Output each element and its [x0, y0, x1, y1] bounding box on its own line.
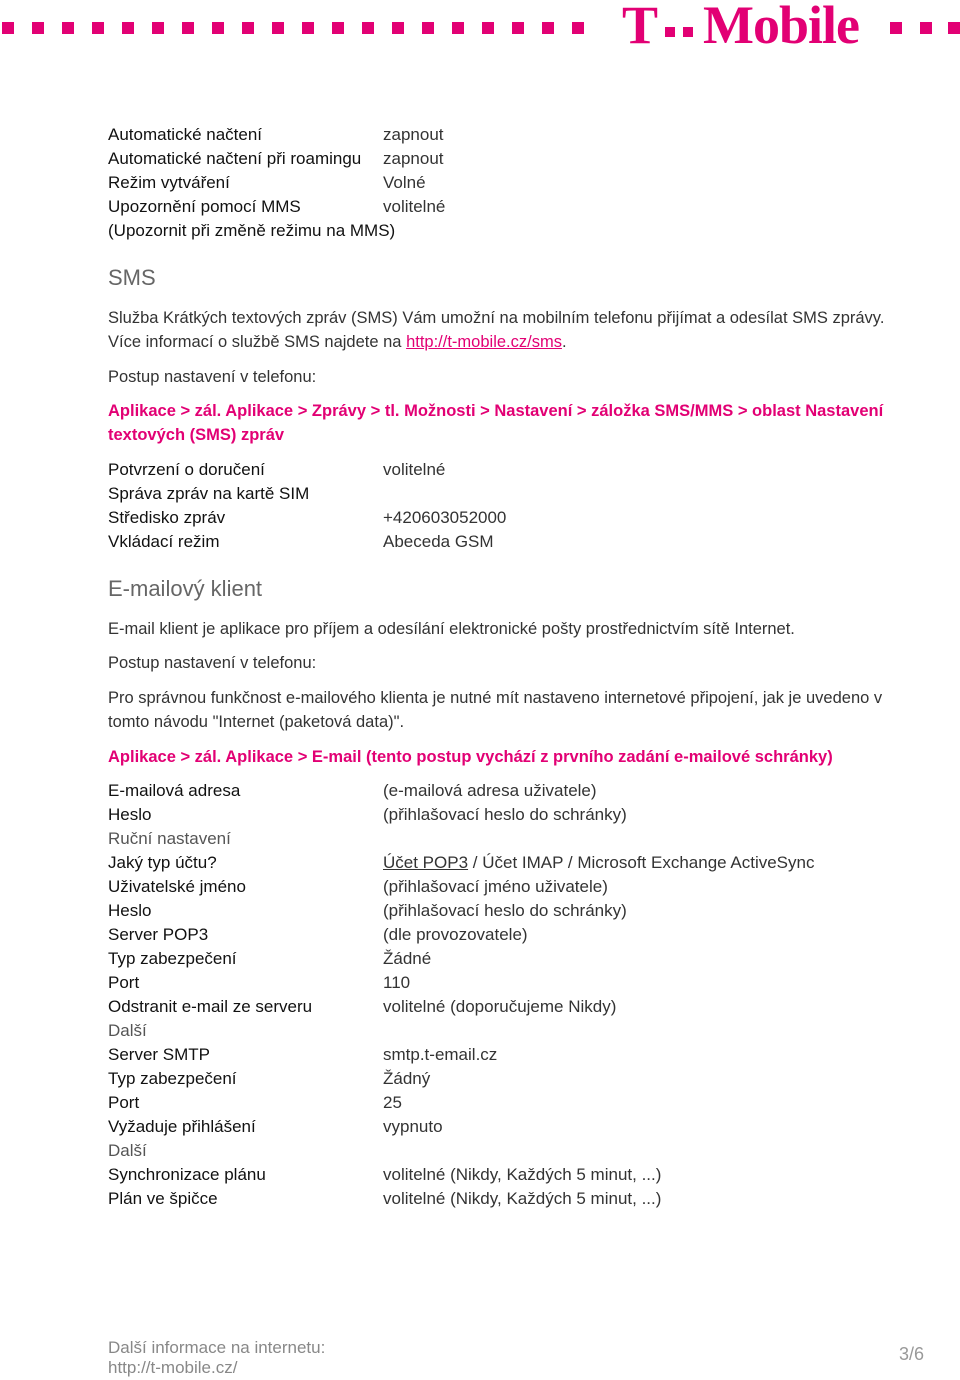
- setting-row: [108, 971, 411, 995]
- setting-label: Heslo: [108, 805, 152, 824]
- setting-label: Port: [108, 1093, 140, 1112]
- setting-value: volitelné: [383, 460, 446, 479]
- email-intro: E-mail klient je aplikace pro příjem a odesílání elektronické pošty prostřednictvím sítě Internet.: [108, 620, 795, 638]
- setting-row: [108, 1067, 431, 1091]
- setting-label: Uživatelské jméno: [108, 877, 246, 896]
- setting-row: [108, 1163, 662, 1187]
- setting-row: [108, 995, 617, 1019]
- setting-label: Plán ve špičce: [108, 1189, 218, 1208]
- setting-row: [108, 123, 444, 147]
- email-steps-label: Postup nastavení v telefonu:: [108, 654, 317, 672]
- setting-value: volitelné (doporučujeme Nikdy): [383, 997, 617, 1016]
- setting-row: [108, 803, 627, 827]
- setting-value: (dle provozovatele): [383, 925, 528, 944]
- setting-value: Žádné: [383, 949, 432, 968]
- setting-label: Vkládací režim: [108, 532, 220, 551]
- page-number: 3/6: [898, 1344, 924, 1364]
- email-note: Pro správnou funkčnost e-mailového klienta je nutné mít nastaveno internetové připojení, jak je uvedeno v tomto návodu "Internet (paketová data)".: [108, 689, 883, 731]
- setting-row: [108, 458, 446, 482]
- sms-steps-label: Postup nastavení v telefonu:: [108, 368, 317, 386]
- setting-value: (přihlašovací heslo do schránky): [383, 901, 627, 920]
- setting-value: (e-mailová adresa uživatele): [383, 781, 597, 800]
- setting-row: [108, 923, 528, 947]
- setting-value: 110: [383, 973, 411, 992]
- setting-row: [108, 219, 395, 243]
- sms-intro-end: .: [561, 333, 567, 351]
- setting-row: [108, 899, 627, 923]
- setting-label: Typ zabezpečení: [108, 949, 237, 968]
- setting-value: [383, 851, 814, 875]
- setting-value: (přihlašovací jméno uživatele): [383, 877, 608, 896]
- setting-value: Žádný: [383, 1069, 431, 1088]
- setting-value: zapnout: [383, 125, 444, 144]
- setting-row: [108, 1043, 498, 1067]
- email-settings-path: Aplikace > zál. Aplikace > E-mail (tento postup vychází z prvního zadání e-mailové schránky): [108, 748, 833, 766]
- setting-row: [108, 1019, 147, 1043]
- setting-label: Potvrzení o doručení: [108, 460, 265, 479]
- setting-label: Synchronizace plánu: [108, 1165, 266, 1184]
- footer: [108, 1338, 325, 1378]
- setting-label: Jaký typ účtu?: [108, 853, 217, 872]
- setting-row: [108, 482, 309, 506]
- setting-value: Abeceda GSM: [383, 532, 494, 551]
- setting-label: Režim vytváření: [108, 173, 230, 192]
- t-mobile-logo: T Mobile: [622, 0, 860, 55]
- setting-label: Odstranit e-mail ze serveru: [108, 997, 313, 1016]
- setting-value: (přihlašovací heslo do schránky): [383, 805, 627, 824]
- setting-label: Upozornění pomocí MMS: [108, 197, 301, 216]
- setting-value: volitelné (Nikdy, Každých 5 minut, ...): [383, 1189, 662, 1208]
- setting-value: volitelné: [383, 197, 446, 216]
- setting-value: 25: [383, 1093, 402, 1112]
- setting-row: [108, 1115, 443, 1139]
- footer-label: Další informace na internetu:: [108, 1338, 326, 1357]
- setting-row: [108, 147, 444, 171]
- setting-value: +420603052000: [383, 508, 507, 527]
- setting-value-rest: / Účet IMAP / Microsoft Exchange ActiveSync: [468, 853, 815, 872]
- setting-row: [108, 195, 446, 219]
- setting-label: Další: [108, 1021, 147, 1040]
- setting-row: [108, 530, 494, 554]
- setting-row: [108, 779, 597, 803]
- setting-label: (Upozornit při změně režimu na MMS): [108, 221, 396, 240]
- setting-label: Heslo: [108, 901, 152, 920]
- setting-label: Ruční nastavení: [108, 829, 231, 848]
- setting-value: zapnout: [383, 149, 444, 168]
- setting-row: [108, 1139, 147, 1163]
- setting-value: volitelné (Nikdy, Každých 5 minut, ...): [383, 1165, 662, 1184]
- setting-row: [108, 171, 426, 195]
- setting-row: [108, 1091, 402, 1115]
- section-heading-sms: SMS: [108, 265, 156, 290]
- setting-value-selected: Účet POP3: [383, 853, 469, 872]
- header: [0, 0, 960, 60]
- sms-link[interactable]: http://t-mobile.cz/sms: [406, 333, 562, 351]
- setting-label: Typ zabezpečení: [108, 1069, 237, 1088]
- sms-intro: [108, 306, 918, 354]
- setting-row: [108, 506, 507, 530]
- setting-label: E-mailová adresa: [108, 781, 241, 800]
- sms-settings-path: Aplikace > zál. Aplikace > Zprávy > tl. Možnosti > Nastavení > záložka SMS/MMS > oblast Nastavení textových (SMS) zpráv: [108, 402, 884, 444]
- footer-url[interactable]: http://t-mobile.cz/: [108, 1358, 238, 1377]
- setting-label: Vyžaduje přihlášení: [108, 1117, 256, 1136]
- setting-row: [108, 1187, 662, 1211]
- sms-intro-text: Služba Krátkých textových zpráv (SMS) Vám umožní na mobilním telefonu přijímat a odesílat SMS zprávy. Více informací o službě SMS najdete na: [108, 309, 885, 351]
- setting-row: [108, 827, 231, 851]
- setting-label: Port: [108, 973, 140, 992]
- header-dot-strip: [0, 22, 610, 34]
- setting-label: Server POP3: [108, 925, 209, 944]
- setting-value: vypnuto: [383, 1117, 443, 1136]
- setting-label: Automatické načtení: [108, 125, 263, 144]
- header-dot-strip-right: [890, 22, 960, 34]
- setting-value: Volné: [383, 173, 426, 192]
- setting-value: smtp.t-email.cz: [383, 1045, 498, 1064]
- setting-row: [108, 851, 815, 875]
- setting-label: Další: [108, 1141, 147, 1160]
- setting-row: [108, 947, 432, 971]
- setting-label: Automatické načtení při roamingu: [108, 149, 362, 168]
- setting-label: Středisko zpráv: [108, 508, 226, 527]
- setting-label: Server SMTP: [108, 1045, 211, 1064]
- section-heading-email: E-mailový klient: [108, 576, 263, 601]
- setting-row: [108, 875, 608, 899]
- setting-label: Správa zpráv na kartě SIM: [108, 484, 310, 503]
